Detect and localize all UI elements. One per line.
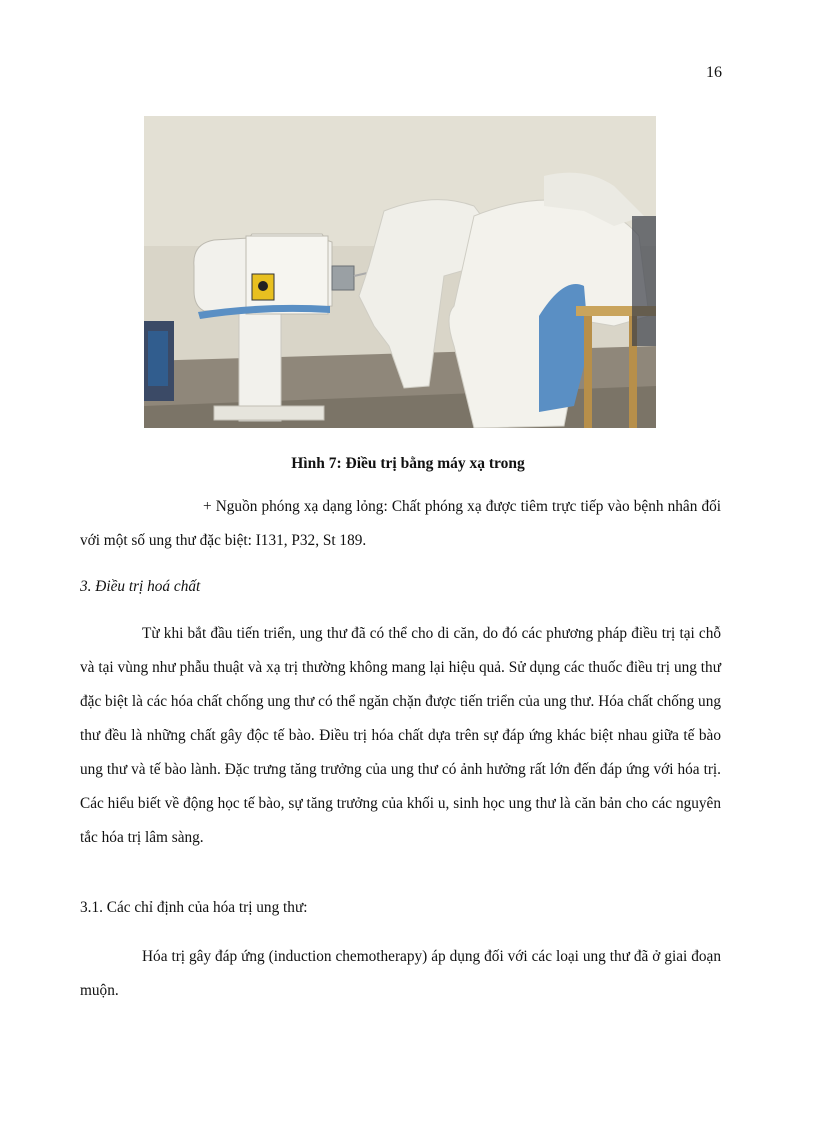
paragraph-liquid-source: + Nguồn phóng xạ dạng lỏng: Chất phóng xạ được tiêm trực tiếp vào bệnh nhân đối với một số ung thư đặc biệt: I131, P32, St 189. bbox=[80, 498, 721, 549]
paragraph-chemotherapy: Từ khi bắt đầu tiến triển, ung thư đã có thể cho di căn, do đó các phương pháp điều trị tại chỗ và tại vùng như phẫu thuật và xạ trị thường không mang lại hiệu quả. Sử dụng các thuốc điều trị ung thư đặc biệt là các hóa chất chống ung thư có thể ngăn chặn được tiến triển của ung thư. Hóa chất chống ung thư đều là những chất gây độc tế bào. Điều trị hóa chất dựa trên sự đáp ứng khác biệt nhau giữa tế bào ung thư và tế bào lành. Đặc trưng tăng trưởng của ung thư có ảnh hưởng rất lớn đến đáp ứng với hóa trị. Các hiểu biết về động học tế bào, sự tăng trưởng của khối u, sinh học ung thư là căn bản cho các nguyên tắc hóa trị lâm sàng. bbox=[80, 625, 721, 846]
subsection-heading: 3.1. Các chỉ định của hóa trị ung thư: bbox=[80, 899, 308, 916]
figure-caption: Hình 7: Điều trị bằng máy xạ trong bbox=[291, 455, 525, 472]
page-number: 16 bbox=[706, 64, 722, 81]
machine-column bbox=[239, 301, 281, 421]
figure-photo bbox=[144, 116, 656, 428]
paragraph-induction: Hóa trị gây đáp ứng (induction chemotherapy) áp dụng đối với các loại ung thư đã ở giai đoạn muộn. bbox=[80, 948, 721, 999]
section-heading: 3. Điều trị hoá chất bbox=[80, 578, 201, 595]
